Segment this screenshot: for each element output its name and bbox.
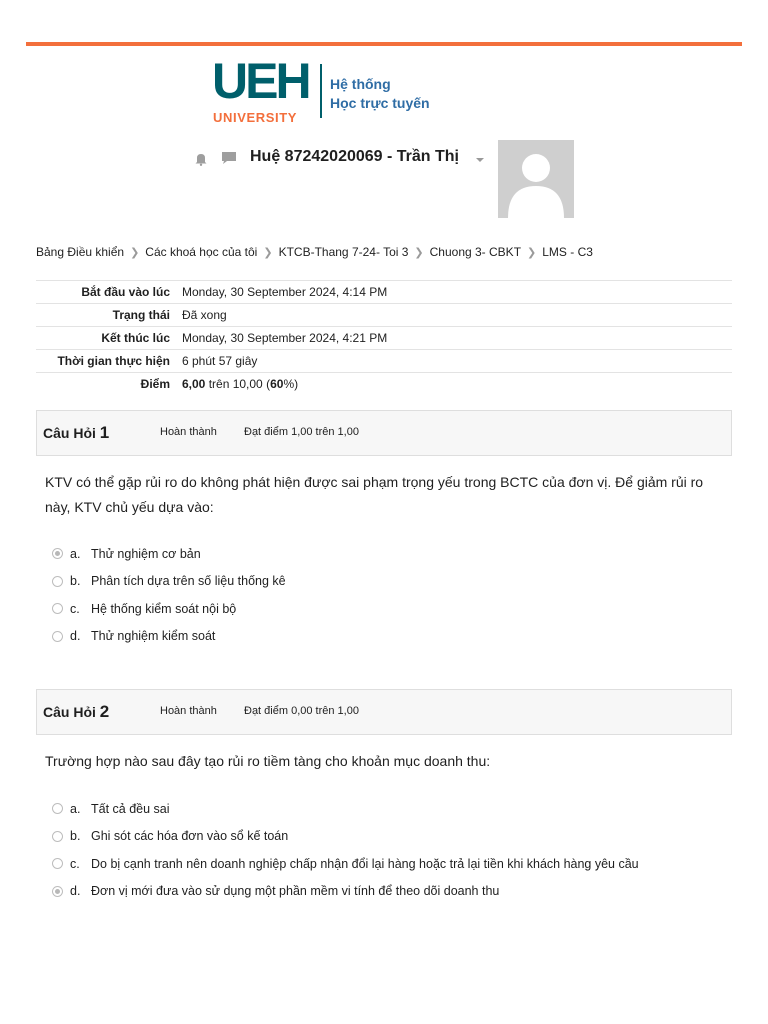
answer-text: Hệ thống kiểm soát nội bộ: [91, 601, 237, 616]
answer-option[interactable]: [52, 568, 286, 596]
answer-text: Do bị cạnh tranh nên doanh nghiệp chấp nhận đổi lại hàng hoặc trả lại tiền khi khách hàng yêu cầu: [91, 856, 639, 871]
grade-percent: 60: [270, 377, 284, 391]
user-avatar-icon: [498, 140, 574, 218]
summary-value: Đã xong: [176, 304, 732, 327]
summary-value: Monday, 30 September 2024, 4:14 PM: [176, 281, 732, 304]
chevron-right-icon: ❯: [263, 246, 273, 259]
answer-text: Thử nghiệm kiểm soát: [91, 629, 216, 644]
caret-down-icon[interactable]: [476, 158, 484, 162]
question-2-answers: [52, 795, 639, 905]
answer-letter: a.: [70, 546, 81, 561]
question-state: Hoàn thành: [160, 705, 217, 717]
summary-value: [176, 373, 732, 396]
question-2-info: [36, 689, 732, 735]
summary-label: Bắt đầu vào lúc: [36, 281, 176, 304]
chat-icon[interactable]: [221, 151, 237, 165]
radio-icon[interactable]: [52, 576, 63, 587]
answer-letter: b.: [70, 574, 81, 589]
logo-wordmark: UEH: [212, 53, 309, 109]
answer-letter: d.: [70, 884, 81, 899]
logo-university: UNIVERSITY: [213, 110, 298, 125]
question-grade: Đạt điểm 1,00 trên 1,00: [244, 426, 359, 438]
question-grade: Đạt điểm 0,00 trên 1,00: [244, 705, 359, 717]
logo-divider: [320, 64, 322, 118]
answer-text: Thử nghiệm cơ bản: [91, 546, 201, 561]
question-title: [43, 423, 109, 443]
answer-text: Ghi sót các hóa đơn vào sổ kế toán: [91, 829, 289, 844]
answer-option[interactable]: [52, 595, 286, 623]
logo-tagline-2: Học trực tuyến: [330, 95, 430, 111]
summary-row-grade: [36, 373, 732, 396]
answer-option[interactable]: [52, 878, 639, 906]
question-1-text: KTV có thể gặp rủi ro do không phát hiện được sai phạm trọng yếu trong BCTC của đơn vị. Để giảm rủi ro này, KTV chủ yếu dựa vào:: [45, 474, 704, 515]
answer-text: Phân tích dựa trên số liệu thống kê: [91, 574, 286, 589]
summary-row-time: [36, 350, 732, 373]
summary-label: Trạng thái: [36, 304, 176, 327]
radio-icon[interactable]: [52, 858, 63, 869]
answer-text: Tất cả đều sai: [91, 801, 170, 816]
answer-option[interactable]: [52, 623, 286, 651]
radio-checked-icon[interactable]: [52, 886, 63, 897]
radio-checked-icon[interactable]: [52, 548, 63, 559]
answer-letter: c.: [70, 601, 80, 616]
radio-icon[interactable]: [52, 603, 63, 614]
summary-value: 6 phút 57 giây: [176, 350, 732, 373]
answer-letter: a.: [70, 801, 81, 816]
answer-letter: b.: [70, 829, 81, 844]
summary-row-completed: [36, 327, 732, 350]
radio-icon[interactable]: [52, 631, 63, 642]
answer-option[interactable]: [52, 795, 639, 823]
summary-label: Điểm: [36, 373, 176, 396]
answer-option[interactable]: [52, 823, 639, 851]
question-number: 1: [99, 423, 110, 442]
grade-close: %): [283, 377, 299, 391]
top-accent-bar: [26, 42, 742, 46]
breadcrumb-dashboard[interactable]: Bảng Điều khiển: [36, 245, 125, 259]
summary-row-state: [36, 304, 732, 327]
summary-value: Monday, 30 September 2024, 4:21 PM: [176, 327, 732, 350]
grade-score: 6,00: [182, 377, 206, 391]
grade-total: trên 10,00 (: [205, 377, 271, 391]
breadcrumb-section[interactable]: Chuong 3- CBKT: [429, 245, 522, 259]
question-label: Câu Hỏi: [43, 425, 96, 441]
chevron-right-icon: ❯: [527, 246, 537, 259]
attempt-summary-table: [36, 280, 732, 395]
summary-label: Thời gian thực hiện: [36, 350, 176, 373]
answer-letter: c.: [70, 856, 80, 871]
question-title: [43, 702, 109, 722]
user-avatar[interactable]: [498, 140, 574, 218]
question-state: Hoàn thành: [160, 426, 217, 438]
answer-option[interactable]: [52, 850, 639, 878]
chevron-right-icon: ❯: [130, 246, 140, 259]
question-number: 2: [99, 702, 110, 721]
question-2-text: Trường hợp nào sau đây tạo rủi ro tiềm tàng cho khoản mục doanh thu:: [45, 753, 491, 769]
logo-tagline-1: Hệ thống: [330, 76, 391, 92]
answer-letter: d.: [70, 629, 81, 644]
breadcrumb-course[interactable]: KTCB-Thang 7-24- Toi 3: [278, 245, 409, 259]
bell-icon[interactable]: [194, 152, 208, 166]
breadcrumb-quiz[interactable]: LMS - C3: [542, 245, 593, 259]
question-1-info: [36, 410, 732, 456]
summary-label: Kết thúc lúc: [36, 327, 176, 350]
summary-row-started: [36, 281, 732, 304]
answer-option[interactable]: [52, 540, 286, 568]
answer-text: Đơn vị mới đưa vào sử dụng một phần mềm vi tính để theo dõi doanh thu: [91, 884, 500, 899]
user-menu-name[interactable]: Huệ 87242020069 - Trần Thị: [250, 148, 459, 165]
radio-icon[interactable]: [52, 803, 63, 814]
breadcrumb: [36, 245, 593, 259]
breadcrumb-my-courses[interactable]: Các khoá học của tôi: [145, 245, 258, 259]
question-1-answers: [52, 540, 286, 650]
radio-icon[interactable]: [52, 831, 63, 842]
chevron-right-icon: ❯: [414, 246, 424, 259]
question-label: Câu Hỏi: [43, 704, 96, 720]
